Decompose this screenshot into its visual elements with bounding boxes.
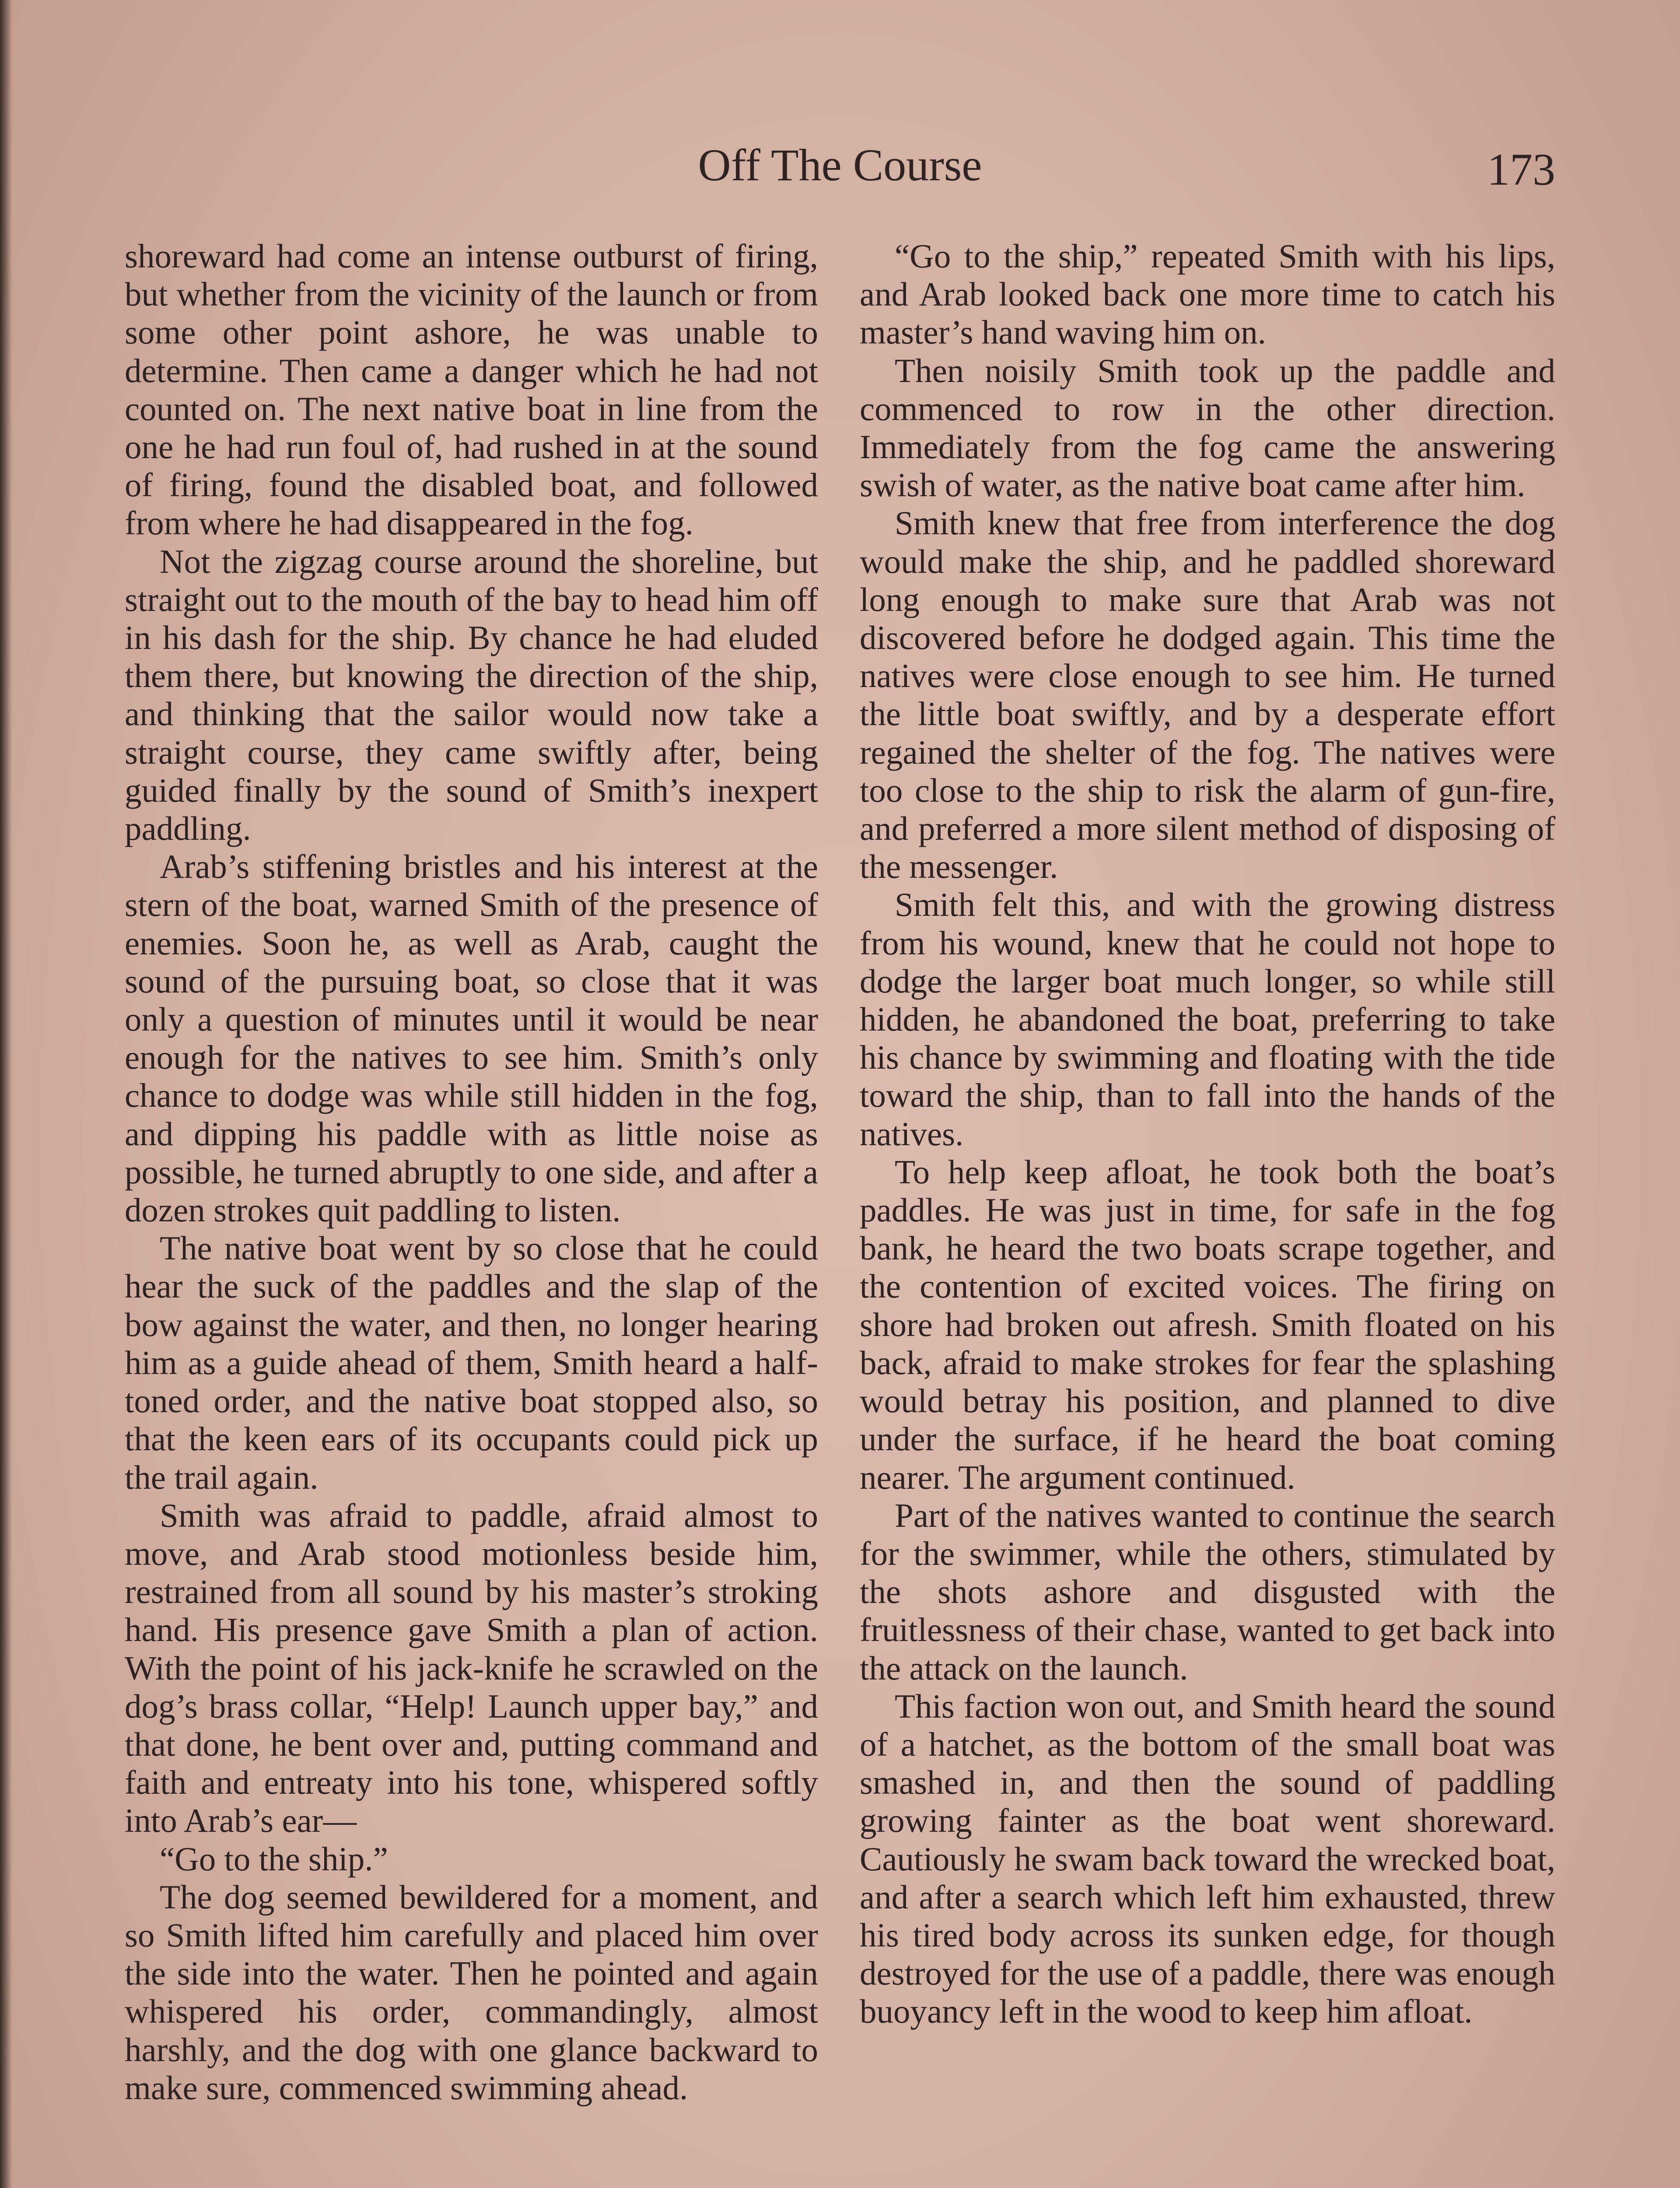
paragraph: Smith knew that free from interference the dog would make the ship, and he paddled shoreward long enough to make sure that Arab was not discovered before he dodged again. This time the natives were close enough to see him. He turned the little boat swiftly, and by a desperate effort regained the shelter of the fog. The natives were too close to the ship to risk the alarm of gun-fire, and preferred a more silent method of disposing of the messenger. <box>860 504 1555 886</box>
text-column-right <box>860 237 1555 2031</box>
paragraph: shoreward had come an intense outburst of firing, but whether from the vicinity of the launch or from some other point ashore, he was unable to determine. Then came a danger which he had not counted on. The next native boat in line from the one he had run foul of, had rushed in at the sound of firing, found the disabled boat, and followed from where he had disappeared in the fog. <box>125 237 818 542</box>
paragraph: To help keep afloat, he took both the boat’s paddles. He was just in time, for safe in the fog bank, he heard the two boats scrape together, and the contention of excited voices. The firing on shore had broken out afresh. Smith floated on his back, afraid to make strokes for fear the splashing would betray his position, and planned to dive under the surface, if he heard the boat coming nearer. The argument continued. <box>860 1153 1555 1496</box>
paragraph: Smith was afraid to paddle, afraid almost to move, and Arab stood motionless beside him, restrained from all sound by his master’s stroking hand. His presence gave Smith a plan of action. With the point of his jack-knife he scrawled on the dog’s brass collar, “Help! Launch upper bay,” and that done, he bent over and, putting command and faith and entreaty into his tone, whispered softly into Arab’s ear— <box>125 1496 818 1840</box>
running-head <box>0 139 1680 195</box>
paragraph: Not the zigzag course around the shoreline, but straight out to the mouth of the bay to head him off in his dash for the ship. By chance he had eluded them there, but knowing the direction of the ship, and thinking that the sailor would now take a straight course, they came swiftly after, being guided finally by the sound of Smith’s inexpert paddling. <box>125 542 818 848</box>
paragraph: Then noisily Smith took up the paddle and commenced to row in the other direction. Immediately from the fog came the answering swish of water, as the native boat came after him. <box>860 351 1555 504</box>
page-left-edge-shadow <box>0 0 12 2188</box>
paragraph: “Go to the ship,” repeated Smith with his lips, and Arab looked back one more time to catch his master’s hand waving him on. <box>860 237 1555 351</box>
running-title: Off The Course <box>698 140 982 190</box>
paragraph: Arab’s stiffening bristles and his interest at the stern of the boat, warned Smith of the presence of enemies. Soon he, as well as Arab, caught the sound of the pursuing boat, so close that it was only a question of minutes until it would be near enough for the natives to see him. Smith’s only chance to dodge was while still hidden in the fog, and dipping his paddle with as little noise as possible, he turned abruptly to one side, and after a dozen strokes quit paddling to listen. <box>125 848 818 1229</box>
paragraph: This faction won out, and Smith heard the sound of a hatchet, as the bottom of the small boat was smashed in, and then the sound of paddling growing fainter as the boat went shoreward. Cautiously he swam back toward the wrecked boat, and after a search which left him exhausted, threw his tired body across its sunken edge, for though destroyed for the use of a paddle, there was enough buoyancy left in the wood to keep him afloat. <box>860 1687 1555 2030</box>
paragraph: The native boat went by so close that he could hear the suck of the paddles and the slap of the bow against the water, and then, no longer hearing him as a guide ahead of them, Smith heard a half-toned order, and the native boat stopped also, so that the keen ears of its occupants could pick up the trail again. <box>125 1229 818 1496</box>
paragraph: Smith felt this, and with the growing distress from his wound, knew that he could not hope to dodge the larger boat much longer, so while still hidden, he abandoned the boat, preferring to take his chance by swimming and floating with the tide toward the ship, than to fall into the hands of the natives. <box>860 886 1555 1153</box>
page-number: 173 <box>1487 144 1555 195</box>
text-column-left <box>125 237 818 2107</box>
paragraph: The dog seemed bewildered for a moment, and so Smith lifted him carefully and placed him over the side into the water. Then he pointed and again whispered his order, commandingly, almost harshly, and the dog with one glance backward to make sure, commenced swimming ahead. <box>125 1878 818 2107</box>
paragraph: Part of the natives wanted to continue the search for the swimmer, while the others, stimulated by the shots ashore and disgusted with the fruitlessness of their chase, wanted to get back into the attack on the launch. <box>860 1496 1555 1687</box>
paragraph: “Go to the ship.” <box>160 1840 388 1878</box>
